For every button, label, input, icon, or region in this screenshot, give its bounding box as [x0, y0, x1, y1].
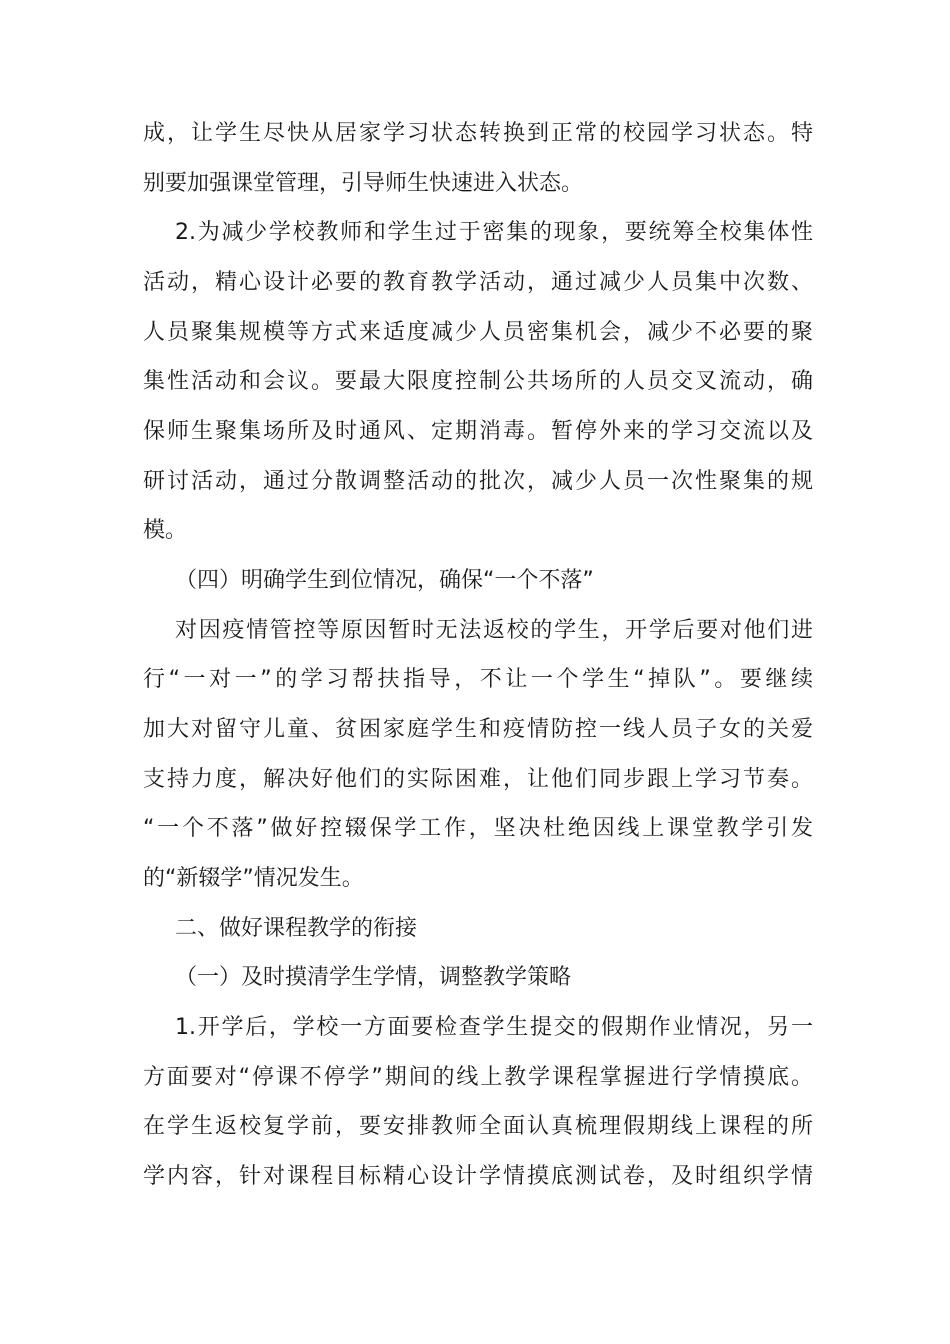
text-line: 成，让学生尽快从居家学习状态转换到正常的校园学习状态。特	[143, 121, 813, 146]
text-line: 在学生返校复学前，要安排教师全面认真梳理假期线上课程的所	[143, 1114, 813, 1139]
text-line: 的“新辍学”情况发生。	[143, 866, 364, 891]
section-heading: （一）及时摸清学生学情，调整教学策略	[175, 965, 572, 990]
text-line: 2.为减少学校教师和学生过于密集的现象，要统筹全校集体性	[175, 220, 813, 245]
section-heading: （四）明确学生到位情况，确保“一个不落”	[175, 568, 594, 593]
section-heading: 二、做好课程教学的衔接	[175, 916, 418, 941]
text-line: 模。	[143, 518, 188, 543]
text-line: 学内容，针对课程目标精心设计学情摸底测试卷，及时组织学情	[143, 1164, 813, 1189]
text-line: 集性活动和会议。要最大限度控制公共场所的人员交叉流动，确	[143, 369, 813, 394]
text-line: 1.开学后，学校一方面要检查学生提交的假期作业情况，另一	[175, 1015, 813, 1040]
text-line: 活动，精心设计必要的教育教学活动，通过减少人员集中次数、	[143, 270, 813, 295]
text-line: 行“一对一”的学习帮扶指导，不让一个学生“掉队”。要继续	[143, 667, 813, 692]
text-line: 加大对留守儿童、贫困家庭学生和疫情防控一线人员子女的关爱	[143, 717, 813, 742]
text-line: 研讨活动，通过分散调整活动的批次，减少人员一次性聚集的规	[143, 469, 813, 494]
text-line: 人员聚集规模等方式来适度减少人员密集机会，减少不必要的聚	[143, 320, 813, 345]
text-line: 支持力度，解决好他们的实际困难，让他们同步跟上学习节奏。	[143, 767, 813, 792]
text-line: 对因疫情管控等原因暂时无法返校的学生，开学后要对他们进	[175, 618, 813, 643]
text-line: “一个不落”做好控辍保学工作，坚决杜绝因线上课堂教学引发	[143, 816, 813, 841]
text-line: 方面要对“停课不停学”期间的线上教学课程掌握进行学情摸底。	[143, 1065, 813, 1090]
text-line: 保师生聚集场所及时通风、定期消毒。暂停外来的学习交流以及	[143, 419, 813, 444]
text-line: 别要加强课堂管理，引导师生快速进入状态。	[143, 171, 584, 196]
